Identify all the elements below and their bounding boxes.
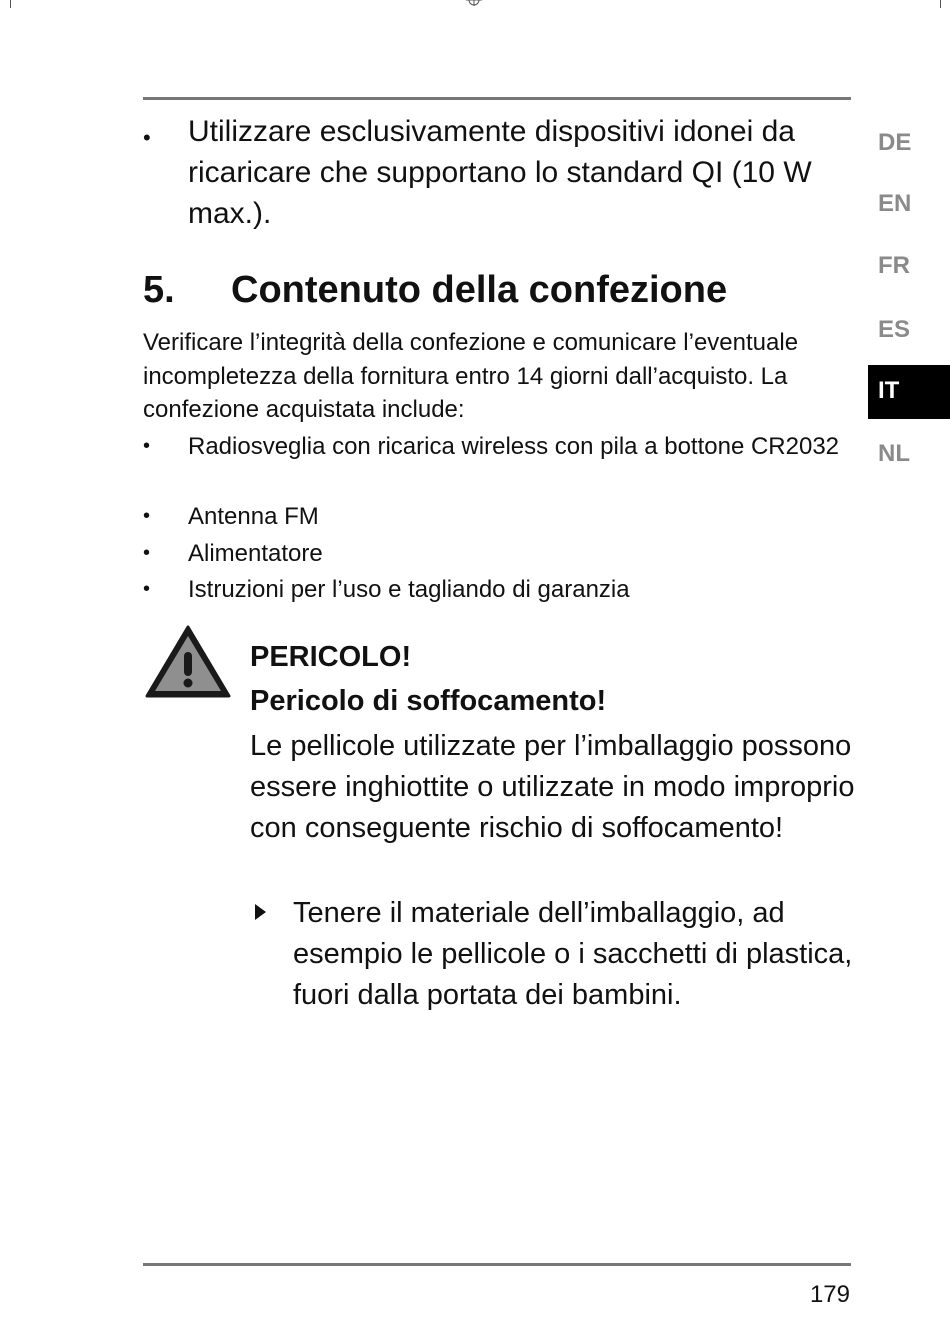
warning-action: Tenere il materiale dell’imballaggio, ad esempio le pellicole o i sacchetti di plastica, fuori dalla portata dei bambini. bbox=[293, 897, 853, 1011]
bottom-rule bbox=[143, 1263, 851, 1266]
section-title: Contenuto della confezione bbox=[231, 269, 728, 311]
section-paragraph: Verificare l’integrità della confezione e comunicare l’eventuale incompletezza della fornitura entro 14 giorni dall’acquisto. La confezione acquistata include: bbox=[143, 329, 799, 423]
language-tab-es[interactable]: ES bbox=[878, 316, 911, 343]
section-number: 5. bbox=[143, 269, 175, 311]
bullet-dot: • bbox=[143, 435, 151, 457]
bullet-dot: • bbox=[143, 505, 151, 527]
language-tab-en[interactable]: EN bbox=[878, 190, 912, 217]
bullet-dot: • bbox=[143, 125, 151, 150]
language-tab-it-label: IT bbox=[878, 377, 900, 404]
page-number: 179 bbox=[809, 1281, 850, 1308]
bullet-dot: • bbox=[143, 578, 151, 600]
warning-body: Le pellicole utilizzate per l’imballaggio possono essere inghiottite o utilizzate in modo improprio con conseguente rischio di soffocamento! bbox=[250, 730, 855, 844]
language-tab-fr[interactable]: FR bbox=[878, 252, 910, 279]
list-item-text: Antenna FM bbox=[188, 503, 319, 530]
arrow-right-icon bbox=[254, 903, 267, 921]
language-tab-it[interactable] bbox=[868, 365, 950, 419]
list-item-text: Alimentatore bbox=[188, 540, 323, 567]
warning-title: PERICOLO! bbox=[250, 641, 412, 673]
language-tab-nl[interactable]: NL bbox=[878, 440, 910, 467]
language-tab-de[interactable]: DE bbox=[878, 129, 912, 156]
registration-mark-icon bbox=[466, 0, 482, 6]
crop-mark-left bbox=[10, 0, 11, 8]
top-rule bbox=[143, 97, 851, 100]
warning-subtitle: Pericolo di soffocamento! bbox=[250, 685, 607, 717]
list-item-text: Radiosveglia con ricarica wireless con pila a bottone CR2032 bbox=[188, 433, 840, 460]
bullet-dot: • bbox=[143, 542, 151, 564]
warning-triangle-icon bbox=[144, 624, 232, 700]
intro-bullet-text: Utilizzare esclusivamente dispositivi idonei da ricaricare che supportano lo standard QI (10 W max.). bbox=[188, 115, 812, 230]
list-item-text: Istruzioni per l’uso e tagliando di garanzia bbox=[188, 576, 630, 603]
crop-mark-right bbox=[940, 0, 941, 8]
